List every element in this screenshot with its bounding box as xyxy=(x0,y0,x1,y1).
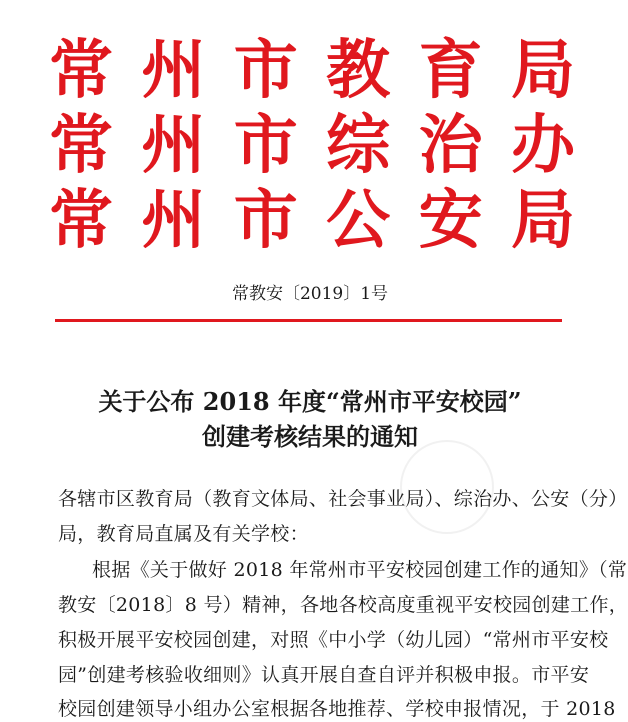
notice-title-line-2: 创建考核结果的通知 xyxy=(202,422,418,451)
red-separator-rule xyxy=(55,319,562,322)
authority-char: 市 xyxy=(233,108,298,183)
body-line: 积极开展平安校园创建，对照《中小学（幼儿园）“常州市平安校 xyxy=(58,629,609,651)
authority-char: 治 xyxy=(418,108,483,183)
authority-line-comprehensive-governance-office xyxy=(48,108,576,183)
authority-char: 综 xyxy=(326,108,391,183)
authority-char: 局 xyxy=(510,33,575,108)
authority-char: 州 xyxy=(141,33,206,108)
authority-char: 常 xyxy=(49,183,113,258)
document-number: 常教安〔2019〕1号 xyxy=(231,284,389,304)
authority-char: 局 xyxy=(510,183,575,258)
authority-char: 常 xyxy=(49,33,113,108)
notice-title-line-1: 关于公布 2018 年度“常州市平安校园” xyxy=(98,387,522,416)
authority-char: 市 xyxy=(233,183,298,258)
authority-char: 市 xyxy=(233,33,298,108)
body-line: 校园创建领导小组办公室根据各地推荐、学校申报情况，于 2018 xyxy=(58,698,616,720)
authority-char: 常 xyxy=(49,108,113,183)
authority-char: 安 xyxy=(418,183,483,258)
authority-char: 育 xyxy=(418,33,483,108)
body-line: 局，教育局直属及有关学校： xyxy=(58,523,309,545)
body-line: 各辖市区教育局（教育文体局、社会事业局）、综治办、公安（分） xyxy=(58,488,628,510)
body-line: 园”创建考核验收细则》认真开展自查自评并积极申报。市平安 xyxy=(58,664,590,686)
authority-char: 办 xyxy=(510,108,575,183)
authority-char: 教 xyxy=(326,33,391,108)
body-line: 根据《关于做好 2018 年常州市平安校园创建工作的通知》（常 xyxy=(92,559,628,581)
authority-line-public-security-bureau xyxy=(48,183,576,258)
authority-line-education-bureau xyxy=(48,33,576,108)
authority-char: 州 xyxy=(141,183,206,258)
body-line: 教安〔2018〕8 号）精神，各地各校高度重视平安校园创建工作， xyxy=(58,594,628,616)
authority-char: 州 xyxy=(141,108,206,183)
authority-char: 公 xyxy=(326,183,391,258)
